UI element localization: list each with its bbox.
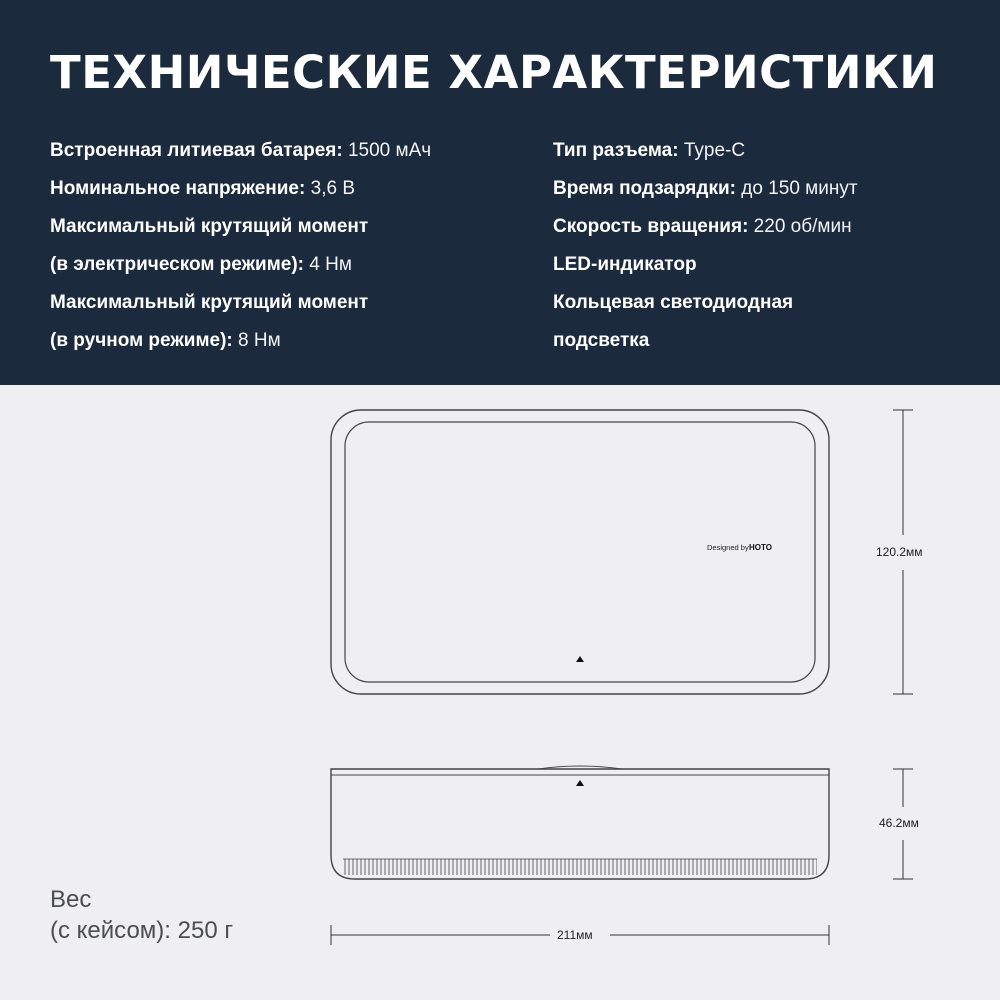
spec-label: Максимальный крутящий момент [50, 216, 369, 237]
height-label: 120.2мм [876, 545, 923, 559]
spec-value: 8 Нм [232, 330, 281, 351]
spec-value: 1500 мАч [342, 140, 432, 161]
specs-header [0, 0, 1000, 385]
spec-value: до 150 минут [735, 178, 858, 199]
triangle-marker-icon [576, 780, 584, 786]
depth-label: 46.2мм [879, 816, 919, 830]
spec-label: Максимальный крутящий момент [50, 292, 369, 313]
spec-value: Type-C [678, 140, 746, 161]
width-label: 211мм [557, 928, 593, 942]
weight-info [50, 884, 233, 946]
spec-label: (в электрическом режиме): [50, 254, 305, 275]
spec-line [553, 284, 973, 322]
page-title: ТЕХНИЧЕСКИЕ ХАРАКТЕРИСТИКИ [50, 46, 938, 99]
brand-logo: HOTO [749, 543, 772, 552]
spec-value: 220 об/мин [748, 216, 852, 237]
weight-value: (с кейсом): 250 г [50, 917, 234, 944]
specs-column-right [553, 132, 973, 360]
spec-line [553, 208, 973, 246]
spec-line [50, 284, 530, 322]
spec-line [553, 132, 973, 170]
spec-line [50, 322, 530, 360]
spec-label: (в ручном режиме): [50, 330, 233, 351]
spec-label: подсветка [553, 330, 650, 351]
spec-line [50, 170, 530, 208]
spec-line [50, 132, 530, 170]
triangle-marker-icon [576, 656, 584, 662]
spec-line [553, 246, 973, 284]
spec-label: LED-индикатор [553, 254, 697, 275]
spec-line [553, 322, 973, 360]
weight-title: Вес [50, 886, 92, 913]
brand-prefix: Designed by [707, 543, 749, 552]
spec-label: Время подзарядки: [553, 178, 736, 199]
spec-value: 4 Нм [304, 254, 352, 275]
spec-line [50, 208, 530, 246]
spec-line [50, 246, 530, 284]
top-view [331, 410, 829, 694]
specs-column-left [50, 132, 530, 360]
spec-label: Тип разъема: [553, 140, 679, 161]
spec-label: Скорость вращения: [553, 216, 749, 237]
spec-label: Встроенная литиевая батарея: [50, 140, 343, 161]
spec-label: Кольцевая светодиодная [553, 292, 794, 313]
spec-line [553, 170, 973, 208]
spec-label: Номинальное напряжение: [50, 178, 306, 199]
spec-value: 3,6 В [305, 178, 355, 199]
